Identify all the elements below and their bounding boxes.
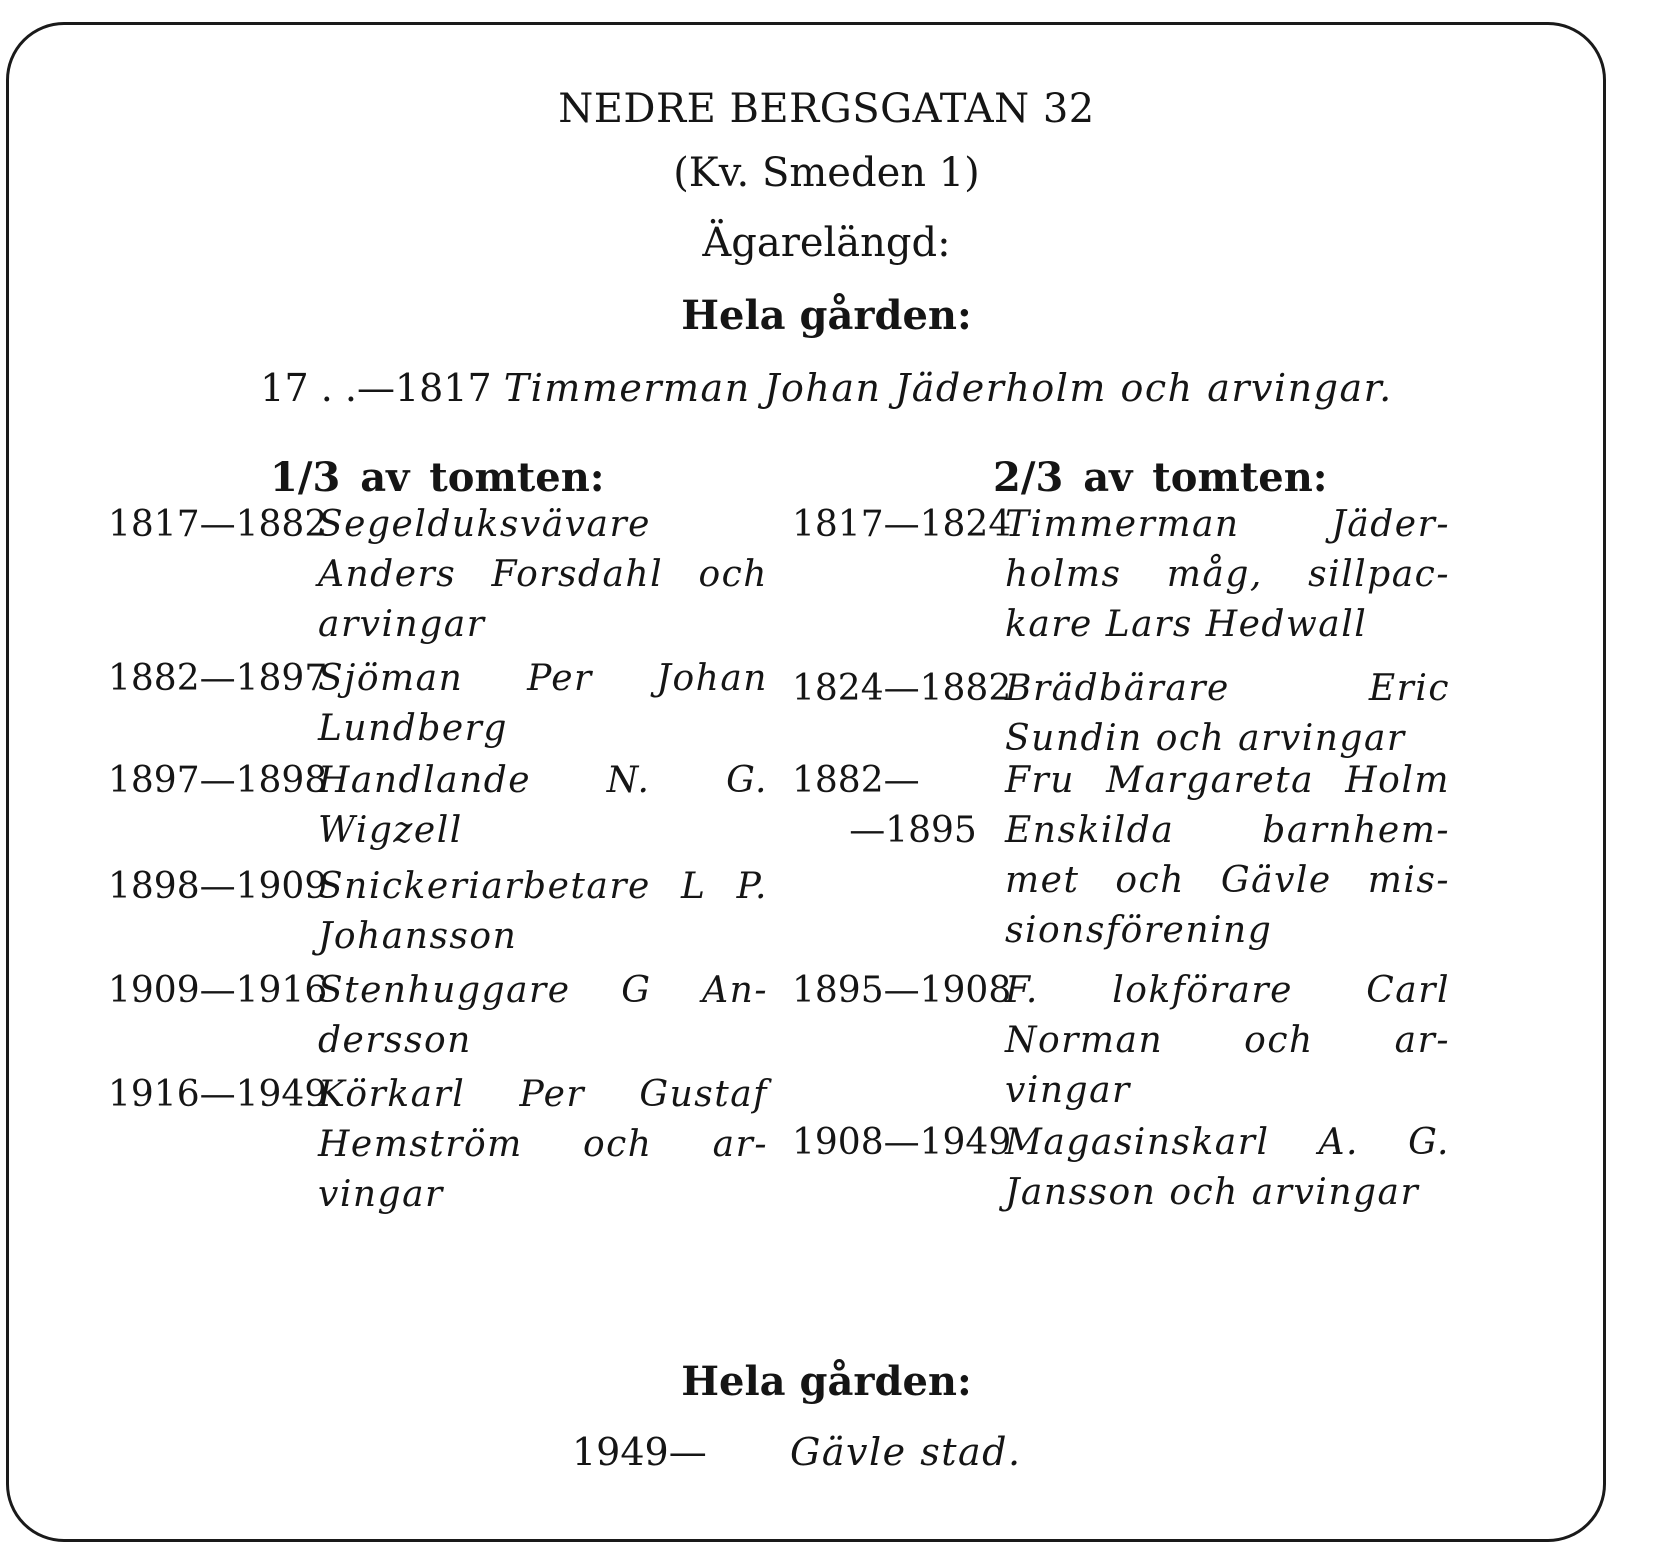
entry-owner: Körkarl Per Gustaf Hemström och ar- vingar [318, 1074, 768, 1215]
final-entry-owner: Gävle stad. [790, 1430, 1022, 1474]
entry-years: 1882— —1895 [792, 760, 977, 851]
owner-list-heading: Ägarelängd: [702, 220, 951, 266]
block-subtitle: (Kv. Smeden 1) [673, 150, 980, 196]
entry-owner: F. lokförare Carl Norman och ar- vingar [1005, 970, 1450, 1111]
first-owner-name: Timmerman Johan Jäderholm och arvingar. [503, 366, 1393, 410]
final-entry-years: 1949— [572, 1430, 707, 1474]
entry-years: 1817—1882 [108, 504, 328, 545]
entry-owner: Magasinskarl A. G. Jansson och arvingar [1005, 1122, 1450, 1213]
entry-years: 1824—1882 [792, 668, 1012, 709]
entry-owner: Stenhuggare G An- dersson [318, 970, 768, 1061]
final-heading: Hela gården: [681, 1358, 972, 1405]
entry-years: 1882—1897 [108, 658, 328, 699]
first-owner-years: 17 . .—1817 [260, 366, 492, 410]
entry-years: 1908—1949 [792, 1122, 1012, 1163]
entry-owner: Snickeriarbetare L P. Johansson [318, 866, 768, 957]
entry-owner: Fru Margareta Holm Enskilda barnhem- met och Gävle mis- sionsförening [1005, 760, 1450, 951]
left-column-heading: 1/3 av tomten: [270, 454, 605, 501]
entry-years: 1898—1909 [108, 866, 328, 907]
first-owner-entry [0, 366, 1653, 410]
right-column-heading: 2/3 av tomten: [993, 454, 1328, 501]
entry-years: 1895—1908 [792, 970, 1012, 1011]
entry-years: 1897—1898 [108, 760, 328, 801]
entry-owner: Timmerman Jäder- holms måg, sillpac- kare Lars Hedwall [1005, 504, 1450, 645]
entry-years: 1909—1916 [108, 970, 328, 1011]
entry-owner: Segelduksvävare Anders Forsdahl och arvingar [318, 504, 768, 645]
entry-years: 1916—1949 [108, 1074, 328, 1115]
page-title: NEDRE BERGSGATAN 32 [558, 86, 1095, 132]
whole-property-heading: Hela gården: [681, 292, 972, 339]
entry-years: 1817—1824 [792, 504, 1012, 545]
entry-owner: Sjöman Per Johan Lundberg [318, 658, 768, 749]
entry-owner: Handlande N. G. Wigzell [318, 760, 768, 851]
entry-owner: Brädbärare Eric Sundin och arvingar [1005, 668, 1450, 759]
